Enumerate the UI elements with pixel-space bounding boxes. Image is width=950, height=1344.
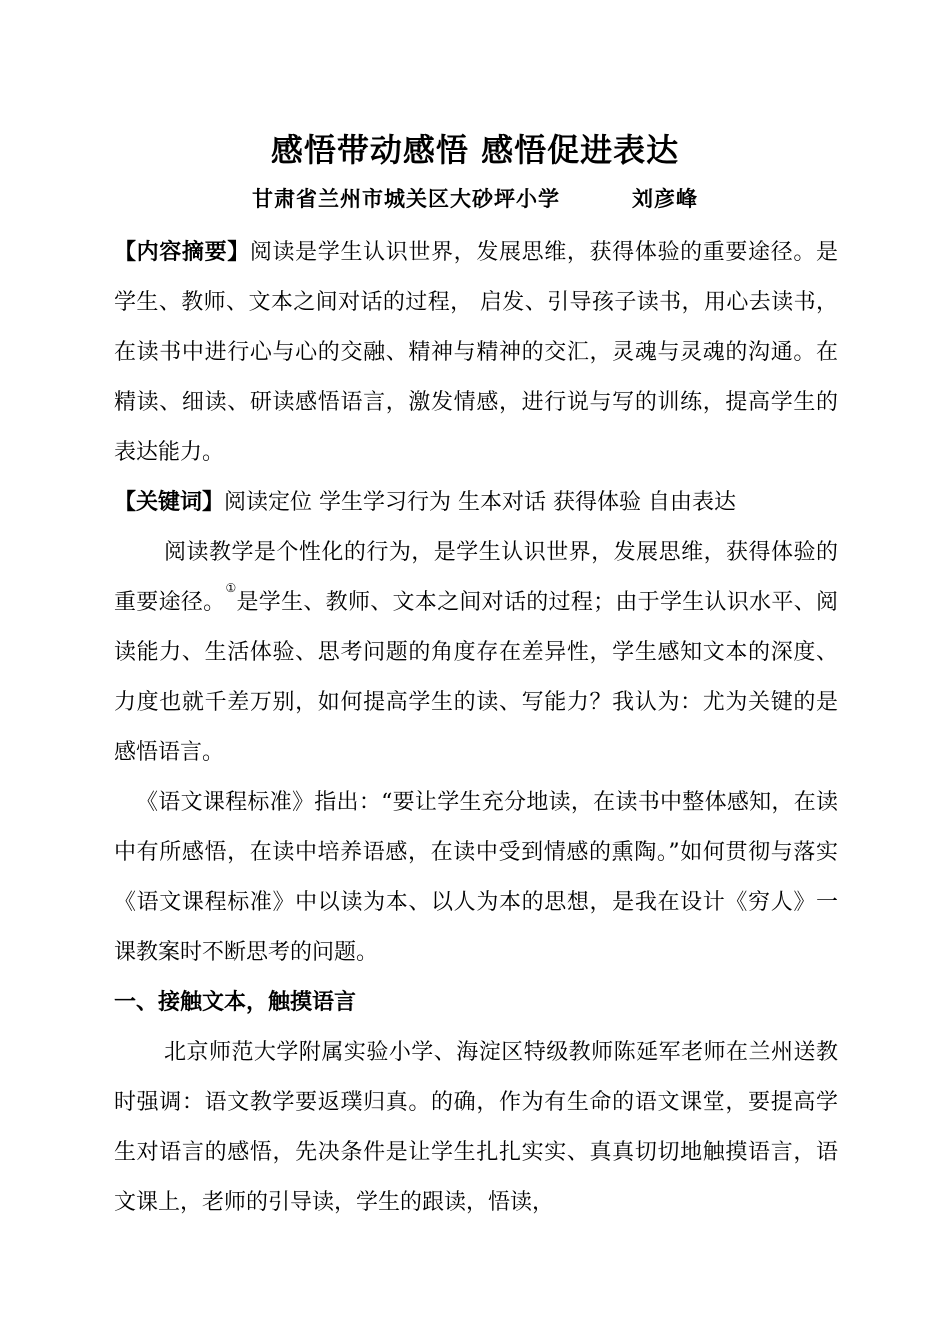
abstract-paragraph xyxy=(114,228,838,478)
keywords-text: 阅读定位 学生学习行为 生本对话 获得体验 自由表达 xyxy=(224,490,736,515)
body-paragraph-2: 《语文课程标准》指出：“要让学生充分地读，在读书中整体感知，在读中有所感悟，在读中培养语感，在读中受到情感的熏陶。”如何贯彻与落实《语文课程标准》中以读为本、以人为本的思想，是我在设计《穷人》一课教案时不断思考的问题。 xyxy=(114,790,838,965)
school-name: 甘肃省兰州市城关区大砂坪小学 xyxy=(252,187,560,211)
abstract-label: 【内容摘要】 xyxy=(114,240,250,265)
para1-text-b: 是学生、教师、文本之间对话的过程；由于学生认识水平、阅读能力、生活体验、思考问题的角度存在差异性，学生感知文本的深度、力度也就千差万别，如何提高学生的读、写能力？我认为：尤为关键的是感悟语言。 xyxy=(114,590,838,765)
author-name: 刘彦峰 xyxy=(632,187,698,211)
keywords-label: 【关键词】 xyxy=(114,490,225,515)
body-paragraph-1 xyxy=(114,528,838,778)
section-heading-1: 一、接触文本，触摸语言 xyxy=(114,990,357,1015)
footnote-marker[interactable]: ① xyxy=(225,581,237,595)
document-title: 感悟带动感悟 感悟促进表达 xyxy=(270,131,680,169)
byline xyxy=(0,182,950,216)
keywords-paragraph xyxy=(114,478,838,528)
document-body xyxy=(114,228,838,1228)
abstract-text: 阅读是学生认识世界，发展思维，获得体验的重要途径。是学生、教师、文本之间对话的过程， 启发、引导孩子读书，用心去读书，在读书中进行心与心的交融、精神与精神的交汇，灵魂与灵魂的沟通。在精读、细读、研读感悟语言，激发情感，进行说与写的训练，提高学生的表达能力。 xyxy=(114,240,838,465)
para1-text-a: 阅读教学是个性化的行为，是学生认识世界，发展思维，获得体验的重要途径。 xyxy=(114,540,838,615)
body-paragraph-3: 北京师范大学附属实验小学、海淀区特级教师陈延军老师在兰州送教时强调：语文教学要返璞归真。的确，作为有生命的语文课堂，要提高学生对语言的感悟，先决条件是让学生扎扎实实、真真切切地触摸语言，语文课上，老师的引导读，学生的跟读，悟读， xyxy=(114,1040,838,1215)
